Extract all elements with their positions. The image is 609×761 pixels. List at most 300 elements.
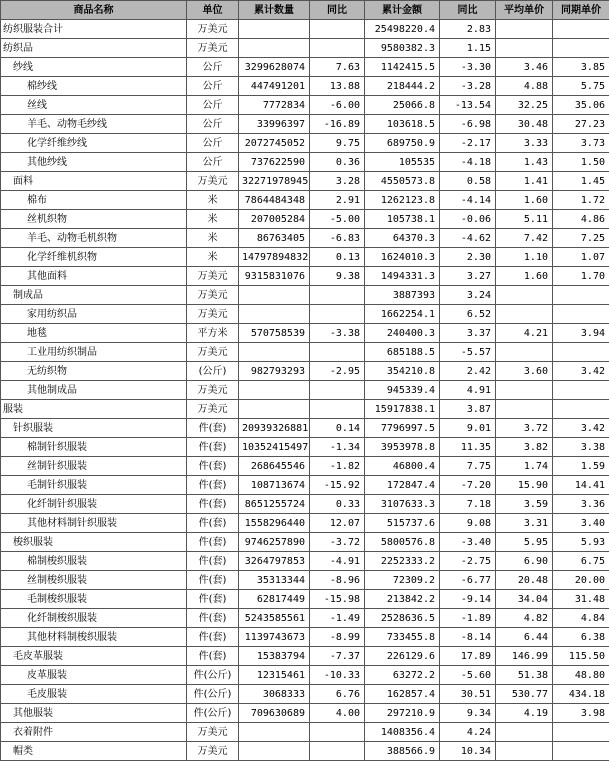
cell-cumulative-quantity bbox=[239, 343, 310, 362]
cell-prior-period-price bbox=[553, 381, 609, 400]
cell-unit: 万美元 bbox=[187, 172, 239, 191]
cell-quantity-yoy: -8.99 bbox=[310, 628, 365, 647]
cell-cumulative-amount: 240400.3 bbox=[365, 324, 440, 343]
cell-prior-period-price bbox=[553, 400, 609, 419]
cell-product-name: 制成品 bbox=[1, 286, 187, 305]
cell-unit: 万美元 bbox=[187, 286, 239, 305]
cell-unit: 件(套) bbox=[187, 476, 239, 495]
cell-unit: 件(套) bbox=[187, 514, 239, 533]
table-row bbox=[1, 723, 609, 742]
col-header-product-name: 商品名称 bbox=[1, 1, 187, 20]
cell-cumulative-amount: 105738.1 bbox=[365, 210, 440, 229]
table-row bbox=[1, 324, 609, 343]
cell-amount-yoy: -4.14 bbox=[440, 191, 496, 210]
cell-quantity-yoy bbox=[310, 343, 365, 362]
cell-prior-period-price: 115.50 bbox=[553, 647, 609, 666]
cell-prior-period-price bbox=[553, 286, 609, 305]
cell-cumulative-quantity: 62817449 bbox=[239, 590, 310, 609]
cell-product-name: 面料 bbox=[1, 172, 187, 191]
cell-unit: 公斤 bbox=[187, 134, 239, 153]
cell-cumulative-quantity: 3068333 bbox=[239, 685, 310, 704]
cell-cumulative-quantity: 1558296440 bbox=[239, 514, 310, 533]
cell-amount-yoy: 3.87 bbox=[440, 400, 496, 419]
table-row bbox=[1, 39, 609, 58]
cell-prior-period-price: 1.50 bbox=[553, 153, 609, 172]
cell-cumulative-amount: 213842.2 bbox=[365, 590, 440, 609]
col-header-cumulative-quantity: 累计数量 bbox=[239, 1, 310, 20]
cell-cumulative-amount: 1408356.4 bbox=[365, 723, 440, 742]
cell-product-name: 皮革服装 bbox=[1, 666, 187, 685]
cell-cumulative-quantity: 33996397 bbox=[239, 115, 310, 134]
cell-average-price: 1.43 bbox=[496, 153, 553, 172]
cell-cumulative-amount: 7796997.5 bbox=[365, 419, 440, 438]
cell-product-name: 丝制梭织服装 bbox=[1, 571, 187, 590]
cell-amount-yoy: 9.08 bbox=[440, 514, 496, 533]
cell-unit: 公斤 bbox=[187, 77, 239, 96]
cell-amount-yoy: -7.20 bbox=[440, 476, 496, 495]
cell-product-name: 其他面料 bbox=[1, 267, 187, 286]
cell-cumulative-amount: 72309.2 bbox=[365, 571, 440, 590]
cell-unit: 万美元 bbox=[187, 343, 239, 362]
cell-cumulative-quantity: 5243585561 bbox=[239, 609, 310, 628]
cell-product-name: 羊毛、动物毛纱线 bbox=[1, 115, 187, 134]
cell-product-name: 其他服装 bbox=[1, 704, 187, 723]
cell-unit: 万美元 bbox=[187, 39, 239, 58]
cell-cumulative-amount: 3107633.3 bbox=[365, 495, 440, 514]
cell-unit: 件(套) bbox=[187, 419, 239, 438]
cell-quantity-yoy bbox=[310, 286, 365, 305]
cell-product-name: 毛皮革服装 bbox=[1, 647, 187, 666]
cell-average-price: 3.60 bbox=[496, 362, 553, 381]
table-row bbox=[1, 400, 609, 419]
cell-cumulative-quantity: 7772834 bbox=[239, 96, 310, 115]
cell-amount-yoy: 17.89 bbox=[440, 647, 496, 666]
col-header-unit: 单位 bbox=[187, 1, 239, 20]
cell-average-price: 4.82 bbox=[496, 609, 553, 628]
cell-product-name: 纺织服装合计 bbox=[1, 20, 187, 39]
cell-prior-period-price: 434.18 bbox=[553, 685, 609, 704]
cell-amount-yoy: -8.14 bbox=[440, 628, 496, 647]
cell-prior-period-price: 3.42 bbox=[553, 419, 609, 438]
cell-quantity-yoy: 12.07 bbox=[310, 514, 365, 533]
cell-cumulative-amount: 689750.9 bbox=[365, 134, 440, 153]
cell-product-name: 服装 bbox=[1, 400, 187, 419]
cell-quantity-yoy: 6.76 bbox=[310, 685, 365, 704]
cell-product-name: 丝制针织服装 bbox=[1, 457, 187, 476]
cell-amount-yoy: -3.28 bbox=[440, 77, 496, 96]
cell-quantity-yoy: 7.63 bbox=[310, 58, 365, 77]
table-row bbox=[1, 172, 609, 191]
cell-quantity-yoy bbox=[310, 400, 365, 419]
cell-quantity-yoy: -5.00 bbox=[310, 210, 365, 229]
cell-product-name: 针织服装 bbox=[1, 419, 187, 438]
cell-cumulative-quantity: 20939326881 bbox=[239, 419, 310, 438]
cell-product-name: 毛皮服装 bbox=[1, 685, 187, 704]
cell-prior-period-price: 3.94 bbox=[553, 324, 609, 343]
cell-quantity-yoy: -1.82 bbox=[310, 457, 365, 476]
cell-cumulative-amount: 945339.4 bbox=[365, 381, 440, 400]
cell-average-price: 1.60 bbox=[496, 267, 553, 286]
cell-amount-yoy: 1.15 bbox=[440, 39, 496, 58]
cell-cumulative-amount: 4550573.8 bbox=[365, 172, 440, 191]
table-row bbox=[1, 476, 609, 495]
cell-unit: 万美元 bbox=[187, 305, 239, 324]
cell-average-price: 530.77 bbox=[496, 685, 553, 704]
cell-product-name: 其他材料制梭织服装 bbox=[1, 628, 187, 647]
table-row bbox=[1, 20, 609, 39]
table-row bbox=[1, 191, 609, 210]
cell-cumulative-quantity bbox=[239, 742, 310, 761]
cell-amount-yoy: 3.24 bbox=[440, 286, 496, 305]
cell-cumulative-amount: 297210.9 bbox=[365, 704, 440, 723]
cell-unit: 米 bbox=[187, 191, 239, 210]
cell-amount-yoy: 2.42 bbox=[440, 362, 496, 381]
cell-quantity-yoy: -3.38 bbox=[310, 324, 365, 343]
cell-product-name: 地毯 bbox=[1, 324, 187, 343]
cell-cumulative-amount: 1494331.3 bbox=[365, 267, 440, 286]
cell-amount-yoy: 6.52 bbox=[440, 305, 496, 324]
col-header-quantity-yoy: 同比 bbox=[310, 1, 365, 20]
table-row bbox=[1, 77, 609, 96]
cell-quantity-yoy: -16.89 bbox=[310, 115, 365, 134]
col-header-amount-yoy: 同比 bbox=[440, 1, 496, 20]
cell-average-price: 3.46 bbox=[496, 58, 553, 77]
cell-cumulative-quantity bbox=[239, 286, 310, 305]
cell-average-price bbox=[496, 343, 553, 362]
cell-amount-yoy: 2.30 bbox=[440, 248, 496, 267]
table-row bbox=[1, 457, 609, 476]
cell-product-name: 棉制针织服装 bbox=[1, 438, 187, 457]
col-header-cumulative-amount: 累计金额 bbox=[365, 1, 440, 20]
cell-quantity-yoy: 0.36 bbox=[310, 153, 365, 172]
cell-unit: 万美元 bbox=[187, 400, 239, 419]
cell-amount-yoy: 3.37 bbox=[440, 324, 496, 343]
cell-unit: 平方米 bbox=[187, 324, 239, 343]
cell-average-price: 3.72 bbox=[496, 419, 553, 438]
cell-product-name: 丝线 bbox=[1, 96, 187, 115]
cell-prior-period-price: 3.36 bbox=[553, 495, 609, 514]
cell-cumulative-amount: 2252333.2 bbox=[365, 552, 440, 571]
table-row bbox=[1, 628, 609, 647]
cell-cumulative-amount: 3953978.8 bbox=[365, 438, 440, 457]
cell-cumulative-amount: 2528636.5 bbox=[365, 609, 440, 628]
table-row bbox=[1, 685, 609, 704]
cell-unit: 件(套) bbox=[187, 590, 239, 609]
cell-cumulative-quantity bbox=[239, 20, 310, 39]
cell-amount-yoy: 0.58 bbox=[440, 172, 496, 191]
cell-cumulative-amount: 354210.8 bbox=[365, 362, 440, 381]
cell-average-price: 5.11 bbox=[496, 210, 553, 229]
cell-average-price bbox=[496, 723, 553, 742]
cell-average-price: 6.90 bbox=[496, 552, 553, 571]
cell-product-name: 丝机织物 bbox=[1, 210, 187, 229]
cell-cumulative-amount: 63272.2 bbox=[365, 666, 440, 685]
cell-cumulative-quantity: 14797894832 bbox=[239, 248, 310, 267]
table-row bbox=[1, 229, 609, 248]
table-row bbox=[1, 58, 609, 77]
cell-prior-period-price: 4.84 bbox=[553, 609, 609, 628]
cell-cumulative-quantity: 32271978945 bbox=[239, 172, 310, 191]
cell-amount-yoy: 30.51 bbox=[440, 685, 496, 704]
cell-cumulative-amount: 1262123.8 bbox=[365, 191, 440, 210]
cell-unit: 米 bbox=[187, 229, 239, 248]
cell-product-name: 棉纱线 bbox=[1, 77, 187, 96]
cell-unit: 公斤 bbox=[187, 96, 239, 115]
cell-unit: 公斤 bbox=[187, 58, 239, 77]
cell-amount-yoy: 4.91 bbox=[440, 381, 496, 400]
cell-product-name: 其他制成品 bbox=[1, 381, 187, 400]
cell-product-name: 家用纺织品 bbox=[1, 305, 187, 324]
cell-prior-period-price: 4.86 bbox=[553, 210, 609, 229]
cell-product-name: 纱线 bbox=[1, 58, 187, 77]
cell-quantity-yoy: -1.34 bbox=[310, 438, 365, 457]
cell-amount-yoy: -0.06 bbox=[440, 210, 496, 229]
cell-cumulative-quantity: 3299628074 bbox=[239, 58, 310, 77]
cell-cumulative-amount: 3887393 bbox=[365, 286, 440, 305]
cell-quantity-yoy: -1.49 bbox=[310, 609, 365, 628]
cell-amount-yoy: 4.24 bbox=[440, 723, 496, 742]
table-row bbox=[1, 590, 609, 609]
cell-cumulative-quantity bbox=[239, 723, 310, 742]
cell-product-name: 衣着附件 bbox=[1, 723, 187, 742]
cell-amount-yoy: 7.18 bbox=[440, 495, 496, 514]
cell-cumulative-quantity: 86763405 bbox=[239, 229, 310, 248]
cell-cumulative-amount: 9580382.3 bbox=[365, 39, 440, 58]
cell-quantity-yoy: -15.92 bbox=[310, 476, 365, 495]
cell-quantity-yoy bbox=[310, 20, 365, 39]
cell-product-name: 毛制梭织服装 bbox=[1, 590, 187, 609]
table-body bbox=[1, 20, 609, 761]
table-row bbox=[1, 381, 609, 400]
cell-product-name: 梭织服装 bbox=[1, 533, 187, 552]
cell-quantity-yoy: 0.13 bbox=[310, 248, 365, 267]
table-row bbox=[1, 533, 609, 552]
cell-average-price: 3.82 bbox=[496, 438, 553, 457]
cell-amount-yoy: -2.17 bbox=[440, 134, 496, 153]
cell-prior-period-price bbox=[553, 39, 609, 58]
col-header-average-price: 平均单价 bbox=[496, 1, 553, 20]
cell-average-price: 20.48 bbox=[496, 571, 553, 590]
cell-unit: 件(套) bbox=[187, 457, 239, 476]
cell-average-price: 146.99 bbox=[496, 647, 553, 666]
cell-prior-period-price: 3.40 bbox=[553, 514, 609, 533]
cell-prior-period-price: 27.23 bbox=[553, 115, 609, 134]
cell-average-price bbox=[496, 742, 553, 761]
cell-cumulative-amount: 25498220.4 bbox=[365, 20, 440, 39]
cell-unit: 件(公斤) bbox=[187, 666, 239, 685]
cell-amount-yoy: 3.27 bbox=[440, 267, 496, 286]
cell-quantity-yoy bbox=[310, 723, 365, 742]
cell-average-price bbox=[496, 286, 553, 305]
cell-product-name: 其他纱线 bbox=[1, 153, 187, 172]
cell-cumulative-quantity: 268645546 bbox=[239, 457, 310, 476]
cell-product-name: 化学纤维机织物 bbox=[1, 248, 187, 267]
cell-unit: 件(套) bbox=[187, 495, 239, 514]
cell-cumulative-quantity: 570758539 bbox=[239, 324, 310, 343]
cell-average-price: 15.90 bbox=[496, 476, 553, 495]
cell-unit: 件(公斤) bbox=[187, 685, 239, 704]
cell-cumulative-amount: 172847.4 bbox=[365, 476, 440, 495]
cell-quantity-yoy: -4.91 bbox=[310, 552, 365, 571]
cell-product-name: 化纤制梭织服装 bbox=[1, 609, 187, 628]
cell-prior-period-price: 35.06 bbox=[553, 96, 609, 115]
cell-cumulative-quantity bbox=[239, 305, 310, 324]
cell-amount-yoy: -5.60 bbox=[440, 666, 496, 685]
cell-product-name: 化学纤维纱线 bbox=[1, 134, 187, 153]
table-row bbox=[1, 552, 609, 571]
table-row bbox=[1, 704, 609, 723]
cell-prior-period-price: 14.41 bbox=[553, 476, 609, 495]
cell-quantity-yoy: 9.75 bbox=[310, 134, 365, 153]
cell-average-price: 4.19 bbox=[496, 704, 553, 723]
cell-cumulative-quantity: 1139743673 bbox=[239, 628, 310, 647]
table-row bbox=[1, 210, 609, 229]
cell-prior-period-price: 3.38 bbox=[553, 438, 609, 457]
cell-cumulative-quantity: 982793293 bbox=[239, 362, 310, 381]
table-row bbox=[1, 96, 609, 115]
cell-prior-period-price: 6.38 bbox=[553, 628, 609, 647]
cell-cumulative-quantity: 2072745052 bbox=[239, 134, 310, 153]
cell-cumulative-amount: 46800.4 bbox=[365, 457, 440, 476]
cell-cumulative-amount: 218444.2 bbox=[365, 77, 440, 96]
cell-prior-period-price: 5.93 bbox=[553, 533, 609, 552]
cell-cumulative-quantity: 447491201 bbox=[239, 77, 310, 96]
cell-prior-period-price: 48.80 bbox=[553, 666, 609, 685]
table-row bbox=[1, 134, 609, 153]
cell-cumulative-quantity: 709630689 bbox=[239, 704, 310, 723]
cell-amount-yoy: 9.34 bbox=[440, 704, 496, 723]
cell-cumulative-amount: 162857.4 bbox=[365, 685, 440, 704]
cell-average-price bbox=[496, 39, 553, 58]
cell-cumulative-amount: 15917838.1 bbox=[365, 400, 440, 419]
cell-average-price: 1.74 bbox=[496, 457, 553, 476]
table-row bbox=[1, 647, 609, 666]
cell-amount-yoy: -3.40 bbox=[440, 533, 496, 552]
cell-quantity-yoy bbox=[310, 39, 365, 58]
cell-amount-yoy: -2.75 bbox=[440, 552, 496, 571]
cell-prior-period-price bbox=[553, 20, 609, 39]
cell-product-name: 无纺织物 bbox=[1, 362, 187, 381]
cell-amount-yoy: 11.35 bbox=[440, 438, 496, 457]
cell-prior-period-price: 6.75 bbox=[553, 552, 609, 571]
cell-cumulative-amount: 1662254.1 bbox=[365, 305, 440, 324]
cell-quantity-yoy: -7.37 bbox=[310, 647, 365, 666]
table-row bbox=[1, 362, 609, 381]
cell-quantity-yoy: -2.95 bbox=[310, 362, 365, 381]
cell-unit: 万美元 bbox=[187, 20, 239, 39]
cell-unit: 件(套) bbox=[187, 533, 239, 552]
cell-amount-yoy: -9.14 bbox=[440, 590, 496, 609]
cell-unit: 件(套) bbox=[187, 438, 239, 457]
cell-average-price: 34.04 bbox=[496, 590, 553, 609]
cell-amount-yoy: 10.34 bbox=[440, 742, 496, 761]
cell-cumulative-amount: 103618.5 bbox=[365, 115, 440, 134]
cell-prior-period-price: 7.25 bbox=[553, 229, 609, 248]
cell-unit: 件(公斤) bbox=[187, 704, 239, 723]
cell-cumulative-quantity bbox=[239, 39, 310, 58]
cell-quantity-yoy bbox=[310, 305, 365, 324]
cell-average-price: 30.48 bbox=[496, 115, 553, 134]
cell-average-price: 3.59 bbox=[496, 495, 553, 514]
table-row bbox=[1, 419, 609, 438]
cell-cumulative-quantity: 15383794 bbox=[239, 647, 310, 666]
cell-unit: 万美元 bbox=[187, 267, 239, 286]
cell-cumulative-quantity bbox=[239, 381, 310, 400]
cell-amount-yoy: -3.30 bbox=[440, 58, 496, 77]
cell-amount-yoy: -13.54 bbox=[440, 96, 496, 115]
cell-cumulative-quantity: 737622590 bbox=[239, 153, 310, 172]
cell-unit: 件(套) bbox=[187, 552, 239, 571]
cell-average-price: 7.42 bbox=[496, 229, 553, 248]
cell-quantity-yoy: 13.88 bbox=[310, 77, 365, 96]
cell-cumulative-quantity: 35313344 bbox=[239, 571, 310, 590]
cell-cumulative-amount: 733455.8 bbox=[365, 628, 440, 647]
cell-quantity-yoy: 9.38 bbox=[310, 267, 365, 286]
table-row bbox=[1, 666, 609, 685]
cell-cumulative-quantity: 7864484348 bbox=[239, 191, 310, 210]
cell-amount-yoy: -6.98 bbox=[440, 115, 496, 134]
cell-cumulative-amount: 1624010.3 bbox=[365, 248, 440, 267]
table-row bbox=[1, 305, 609, 324]
table-row bbox=[1, 115, 609, 134]
cell-cumulative-amount: 685188.5 bbox=[365, 343, 440, 362]
cell-quantity-yoy: -3.72 bbox=[310, 533, 365, 552]
cell-average-price bbox=[496, 20, 553, 39]
cell-unit: 米 bbox=[187, 210, 239, 229]
cell-prior-period-price: 3.98 bbox=[553, 704, 609, 723]
cell-amount-yoy: -5.57 bbox=[440, 343, 496, 362]
cell-cumulative-quantity bbox=[239, 400, 310, 419]
cell-quantity-yoy: -8.96 bbox=[310, 571, 365, 590]
cell-average-price bbox=[496, 381, 553, 400]
cell-product-name: 化纤制针织服装 bbox=[1, 495, 187, 514]
table-row bbox=[1, 495, 609, 514]
cell-amount-yoy: -4.18 bbox=[440, 153, 496, 172]
table-row bbox=[1, 742, 609, 761]
cell-cumulative-quantity: 10352415497 bbox=[239, 438, 310, 457]
cell-unit: 件(套) bbox=[187, 628, 239, 647]
cell-unit: 米 bbox=[187, 248, 239, 267]
cell-cumulative-quantity: 9746257890 bbox=[239, 533, 310, 552]
cell-prior-period-price: 20.00 bbox=[553, 571, 609, 590]
cell-quantity-yoy bbox=[310, 381, 365, 400]
cell-prior-period-price: 3.85 bbox=[553, 58, 609, 77]
cell-quantity-yoy: 4.00 bbox=[310, 704, 365, 723]
cell-cumulative-amount: 25066.8 bbox=[365, 96, 440, 115]
cell-amount-yoy: 7.75 bbox=[440, 457, 496, 476]
header-row bbox=[1, 1, 609, 20]
cell-unit: 件(套) bbox=[187, 647, 239, 666]
cell-prior-period-price: 5.75 bbox=[553, 77, 609, 96]
cell-unit: 件(套) bbox=[187, 571, 239, 590]
cell-prior-period-price: 1.72 bbox=[553, 191, 609, 210]
cell-cumulative-amount: 1142415.5 bbox=[365, 58, 440, 77]
cell-unit: 件(套) bbox=[187, 609, 239, 628]
cell-average-price: 1.41 bbox=[496, 172, 553, 191]
cell-cumulative-amount: 5800576.8 bbox=[365, 533, 440, 552]
cell-average-price: 3.31 bbox=[496, 514, 553, 533]
cell-unit: 万美元 bbox=[187, 742, 239, 761]
cell-product-name: 帽类 bbox=[1, 742, 187, 761]
cell-cumulative-amount: 64370.3 bbox=[365, 229, 440, 248]
cell-quantity-yoy: 0.14 bbox=[310, 419, 365, 438]
table-row bbox=[1, 286, 609, 305]
cell-cumulative-quantity: 12315461 bbox=[239, 666, 310, 685]
cell-amount-yoy: -1.89 bbox=[440, 609, 496, 628]
cell-cumulative-quantity: 108713674 bbox=[239, 476, 310, 495]
cell-product-name: 纺织品 bbox=[1, 39, 187, 58]
cell-cumulative-quantity: 9315831076 bbox=[239, 267, 310, 286]
